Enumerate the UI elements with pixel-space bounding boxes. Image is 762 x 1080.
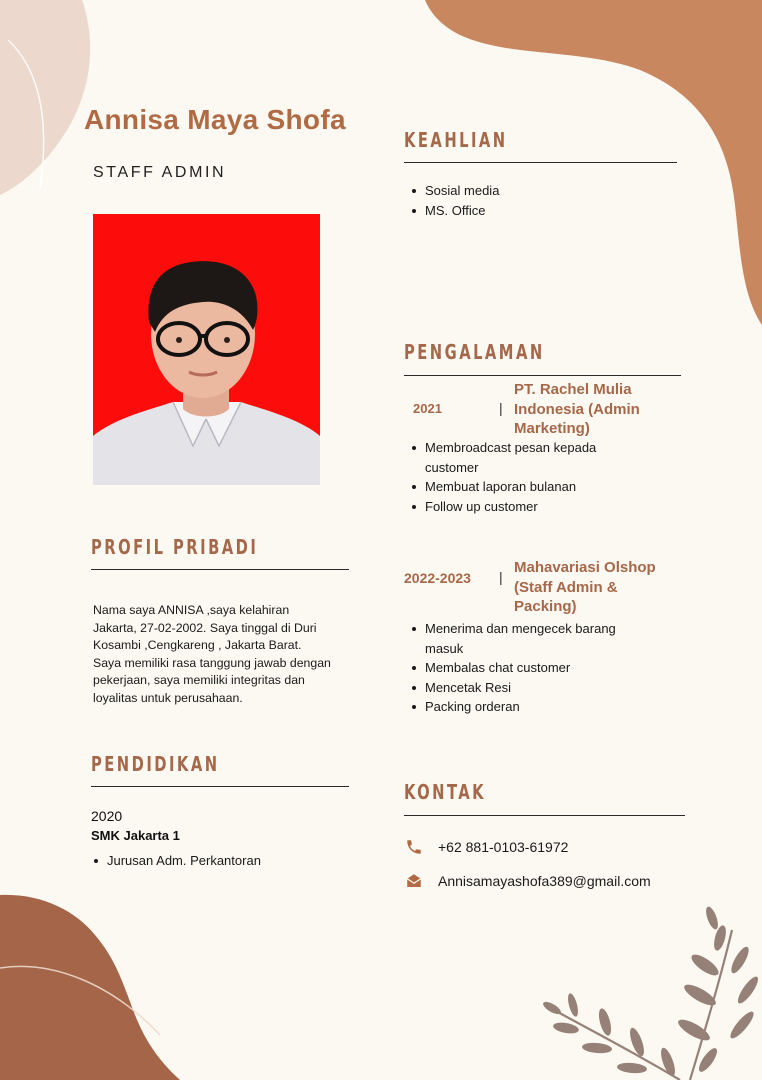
contact-email-row[interactable] [405, 872, 651, 890]
list-item: Membroadcast pesan kepada customer [409, 438, 639, 477]
list-item: Jurusan Adm. Perkantoran [91, 851, 261, 871]
experience-separator-1: | [499, 400, 503, 416]
profile-description [93, 602, 333, 708]
experience-separator-2: | [499, 569, 503, 585]
experience-divider [404, 375, 681, 376]
experience-year-2: 2022-2023 [404, 570, 471, 586]
education-list [91, 851, 261, 871]
list-item: Follow up customer [409, 497, 639, 517]
list-item: Membuat laporan bulanan [409, 477, 639, 497]
phone-icon [405, 838, 423, 856]
profile-section-title: PROFIL PRIBADI [91, 535, 259, 559]
phone-number: +62 881-0103-61972 [438, 839, 569, 855]
education-year: 2020 [91, 808, 123, 824]
education-school: SMK Jakarta 1 [91, 828, 180, 843]
education-divider [91, 786, 349, 787]
leaf-decoration [541, 905, 761, 1080]
list-item: MS. Office [409, 201, 499, 221]
list-item: Packing orderan [409, 697, 649, 717]
profile-paragraph-2: Saya memiliki rasa tanggung jawab dengan pekerjaan, saya memiliki integritas dan loyalitas untuk perusahaan. [93, 655, 331, 705]
contact-phone-row[interactable] [405, 838, 568, 856]
skills-divider [404, 162, 677, 163]
experience-duties-1 [409, 438, 639, 516]
bottom-left-blob [0, 895, 180, 1080]
profile-photo [93, 214, 320, 485]
experience-company-2: Mahavariasi Olshop (Staff Admin & Packing) [514, 559, 656, 615]
contact-section-title: KONTAK [404, 780, 486, 804]
list-item: Membalas chat customer [409, 658, 649, 678]
experience-company-1: PT. Rachel Mulia Indonesia (Admin Marketing) [514, 381, 640, 437]
education-section-title: PENDIDIKAN [91, 752, 220, 776]
job-title: STAFF ADMIN [93, 164, 227, 181]
profile-divider [91, 569, 349, 570]
list-item: Mencetak Resi [409, 678, 649, 698]
skills-list [409, 181, 499, 220]
experience-duties-2 [409, 619, 649, 717]
envelope-icon [405, 872, 423, 890]
top-left-blob [0, 0, 90, 195]
profile-paragraph-1: Nama saya ANNISA ,saya kelahiran Jakarta, 27-02-2002. Saya tinggal di Duri Kosambi ,Cengkareng , Jakarta Barat. [93, 603, 317, 653]
contact-divider [404, 815, 685, 816]
list-item: Sosial media [409, 181, 499, 201]
email-address: Annisamayashofa389@gmail.com [438, 873, 651, 889]
skills-section-title: KEAHLIAN [404, 128, 508, 152]
experience-year-1: 2021 [413, 401, 442, 416]
list-item: Menerima dan mengecek barang masuk [409, 619, 649, 658]
portrait-illustration [93, 214, 320, 485]
candidate-name: Annisa Maya Shofa [84, 104, 346, 135]
experience-section-title: PENGALAMAN [404, 340, 545, 364]
